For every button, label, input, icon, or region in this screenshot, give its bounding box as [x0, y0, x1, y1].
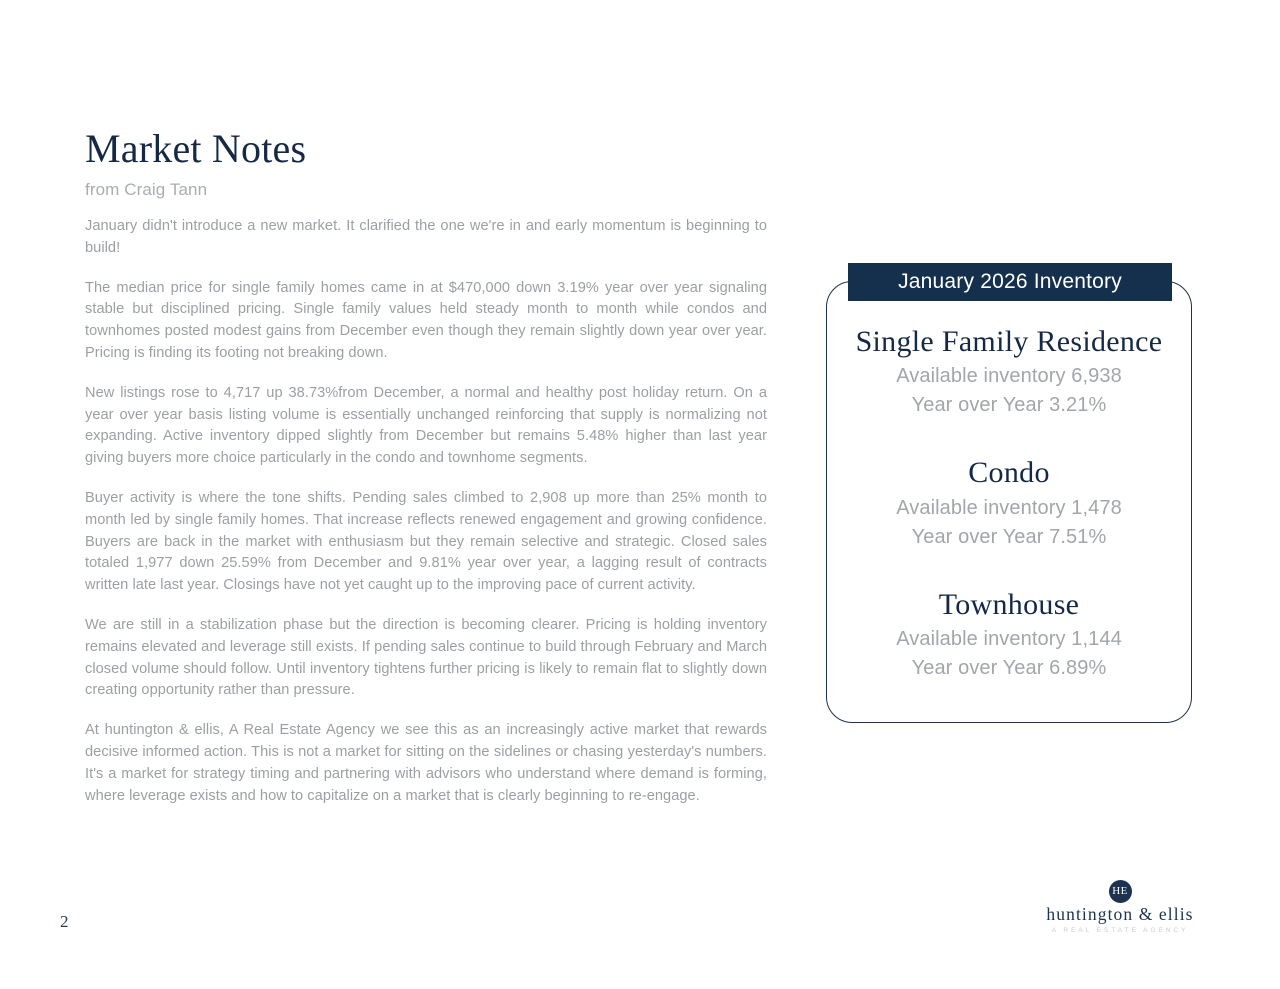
- inventory-card-body: [826, 281, 1192, 723]
- segment-available-inventory: Available inventory 6,938: [896, 365, 1122, 388]
- segment-title: Single Family Residence: [855, 324, 1163, 358]
- body-paragraph: We are still in a stabilization phase but the direction is becoming clearer. Pricing is holding inventory remains elevated and leverage still exists. If pending sales continue to build through February and March closed volume should follow. Until inventory tightens further pricing is likely to remain flat to slightly down creating opportunity rather than pressure.: [85, 616, 767, 699]
- notes-column: [85, 128, 767, 807]
- body-paragraph: The median price for single family homes came in at $470,000 down 3.19% year over year signaling stable but disciplined pricing. Single family values held steady month to month while condos and townhomes posted modest gains from December even though they remain slightly down year over year. Pricing is finding its footing not breaking down.: [85, 279, 767, 361]
- segment-title: Townhouse: [938, 587, 1080, 621]
- body-paragraph: New listings rose to 4,717 up 38.73%from December, a normal and healthy post holiday return. On a year over year basis listing volume is essentially unchanged reinforcing that supply is normalizing not expanding. Active inventory dipped slightly from December but remains 5.48% higher than last year giving buyers more choice particularly in the condo and townhome segments.: [85, 384, 767, 467]
- monogram-text: HE: [1112, 885, 1128, 897]
- segment-year-over-year: Year over Year 7.51%: [911, 525, 1107, 548]
- byline: from Craig Tann: [85, 180, 208, 199]
- segment-year-over-year: Year over Year 3.21%: [911, 394, 1107, 417]
- body-paragraph: January didn't introduce a new market. It clarified the one we're in and early momentum is beginning to build!: [85, 218, 767, 256]
- logo-wordmark: huntington & ellis: [1046, 904, 1194, 924]
- segment-year-over-year: Year over Year 6.89%: [911, 657, 1107, 680]
- segment-available-inventory: Available inventory 1,478: [896, 496, 1122, 519]
- logo-tagline: A REAL ESTATE AGENCY: [1051, 927, 1189, 935]
- inventory-banner-title: January 2026 Inventory: [898, 270, 1122, 293]
- body-paragraph: At huntington & ellis, A Real Estate Agency we see this as an increasingly active market that rewards decisive informed action. This is not a market for sitting on the sidelines or chasing yesterday's numbers. It's a market for strategy timing and partnering with advisors who understand where demand is forming, where leverage exists and how to capitalize on a market that is clearly beginning to re-engage.: [85, 722, 767, 804]
- segment-title: Condo: [968, 456, 1050, 490]
- inventory-segment-townhouse: [836, 586, 1182, 684]
- segment-available-inventory: Available inventory 1,144: [896, 628, 1122, 651]
- monogram-circle-icon: [1109, 880, 1132, 903]
- inventory-segment-single-family: [836, 323, 1182, 421]
- inventory-segment-condo: [836, 454, 1182, 552]
- page-title: Market Notes: [85, 126, 307, 171]
- brand-logo: [1037, 880, 1203, 934]
- page-number: 2: [60, 912, 69, 931]
- body-paragraph: Buyer activity is where the tone shifts. Pending sales climbed to 2,908 up more than 25% month to month led by single family homes. That increase reflects renewed engagement and growing confidence. Buyers are back in the market with enthusiasm but they remain selective and strategic. Closed sales totaled 1,977 down 25.59% from December and 9.81% year over year, a lagging result of contracts written late last year. Closings have not yet caught up to the improving pace of current activity.: [85, 489, 767, 594]
